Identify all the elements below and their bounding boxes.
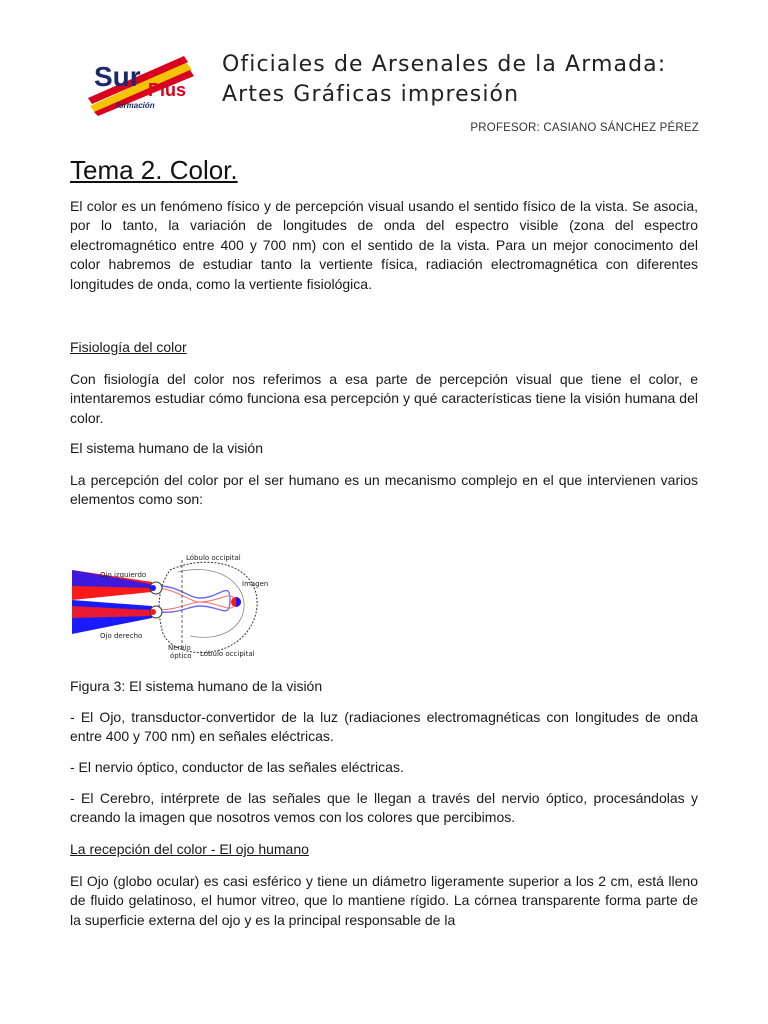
vision-system-figure <box>70 550 270 665</box>
figure-caption: Figura 3: El sistema humano de la visión <box>70 678 323 694</box>
surplus-logo <box>86 56 196 116</box>
label-right-eye: Ojo derecho <box>100 632 143 640</box>
label-optic-nerve-2: óptico <box>170 652 192 660</box>
professor-name: PROFESOR: CASIANO SÁNCHEZ PÉREZ <box>470 122 699 134</box>
ojo-paragraph: El Ojo (globo ocular) es casi esférico y tiene un diámetro ligeramente superior a los 2 cm, está lleno de fluido gelatinoso, el humor vitreo, que lo mantiene rígido. La córnea transparente forma parte de la superficie externa del ojo y es la principal responsable de la <box>70 873 698 928</box>
header-title-line1: Oficiales de Arsenales de la Armada: <box>222 52 667 77</box>
vision-diagram <box>70 550 270 665</box>
label-image: Imagen <box>242 580 269 588</box>
header-title-line2: Artes Gráficas impresión <box>222 82 520 107</box>
occipital-image-blue <box>236 597 241 607</box>
surplus-logo-graphic <box>86 56 196 116</box>
document-header-title <box>222 50 702 110</box>
list-item-nervio: - El nervio óptico, conductor de las señales eléctricas. <box>70 759 404 775</box>
topic-title: Tema 2. Color. <box>70 155 238 185</box>
logo-word-main: Sur <box>94 61 141 92</box>
label-left-eye: Ojo izquierdo <box>100 571 147 579</box>
right-eye-pupil <box>150 609 156 615</box>
label-optic-nerve-1: Nervio <box>168 644 191 652</box>
left-eye-pupil <box>150 585 156 591</box>
section-heading-fisiologia: Fisiología del color <box>70 339 187 355</box>
list-item-cerebro: - El Cerebro, intérprete de las señales que le llegan a través del nervio óptico, procesándolas y creando la imagen que nosotros vemos con los colores que percibimos. <box>70 790 698 826</box>
section-heading-recepcion: La recepción del color - El ojo humano <box>70 841 309 857</box>
logo-word-accent: Plus <box>148 80 187 100</box>
label-occipital-top: Lóbulo occipital <box>186 554 241 562</box>
logo-word-sub: formación <box>116 101 155 110</box>
list-item-ojo: - El Ojo, transductor-convertidor de la luz (radiaciones electromagnéticas con longitudes de onda entre 400 y 700 nm) en señales eléctricas. <box>70 709 698 745</box>
subheading-sistema-humano: El sistema humano de la visión <box>70 440 263 456</box>
sistema-paragraph: La percepción del color por el ser humano es un mecanismo complejo en el que intervienen varios elementos como son: <box>70 472 698 508</box>
intro-paragraph: El color es un fenómeno físico y de percepción visual usando el sentido físico de la vista. Se asocia, por lo tanto, la variación de longitudes de onda del espectro visible (zona del espectro electromagnético entre 400 y 700 nm) con el sentido de la vista. Para un mejor conocimento del color habremos de estudiar tanto la vertiente física, radiación electromagnética con diferentes longitudes de onda, como la vertiente fisiológica. <box>70 198 698 292</box>
label-occipital-bottom: Lóbulo occipital <box>200 650 255 658</box>
fisiologia-paragraph: Con fisiología del color nos referimos a esa parte de percepción visual que tiene el color, e intentaremos estudiar cómo funciona esa percepción y qué características tiene la visión humana del color. <box>70 371 698 426</box>
